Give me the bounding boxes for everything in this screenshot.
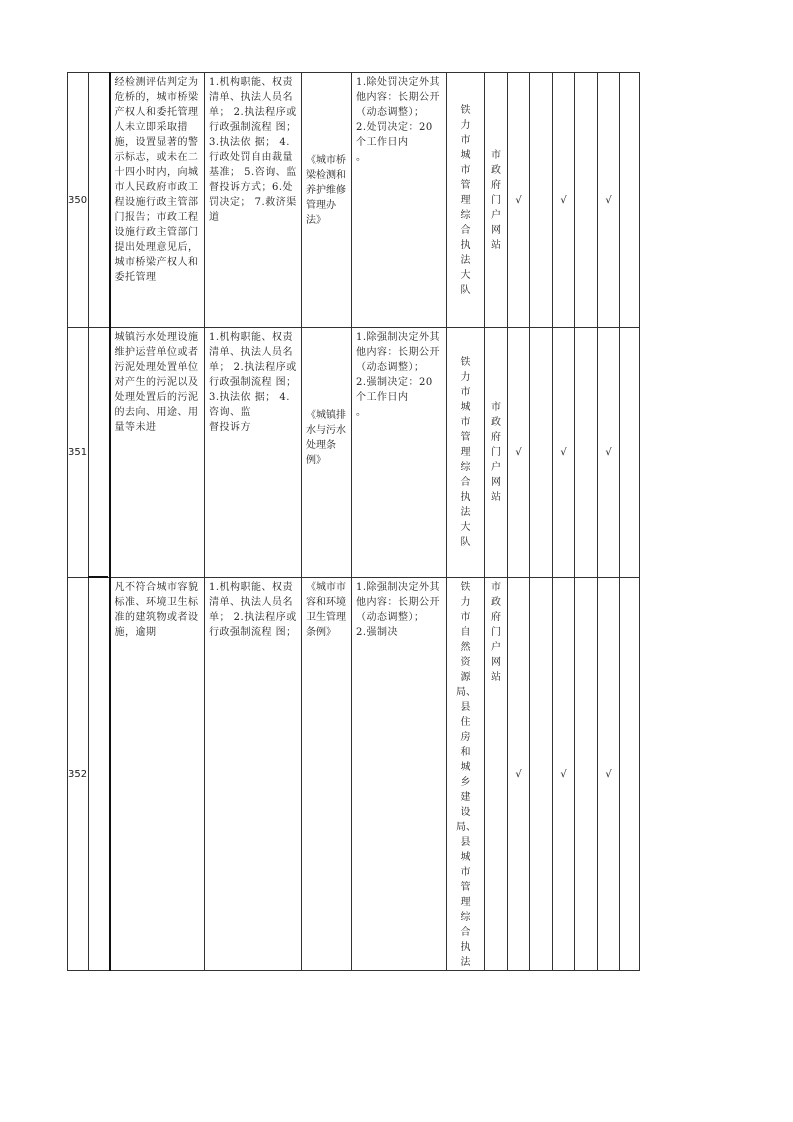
disclosure-channel: 市政府门户网站	[485, 328, 508, 578]
disclosure-subject: 铁力市城市管理综合执法大队	[447, 73, 485, 328]
check-cell: √	[598, 328, 620, 578]
check-cell: √	[508, 73, 530, 328]
check-cell: √	[553, 578, 575, 971]
spacer-cell	[89, 328, 110, 578]
disclosure-contents: 1.机构职能、权责清单、执法人员名单； 2.执法程序或行政强制流程 图；	[205, 578, 302, 971]
violation-description: 凡不符合城市容貌标准、环境卫生标准的建筑物或者设 施，逾期	[110, 578, 205, 971]
check-cell	[620, 73, 640, 328]
check-cell	[530, 578, 553, 971]
legal-basis: 《城市市容和环境卫生管理条例》	[302, 578, 352, 971]
disclosure-channel: 市政府门户网站	[485, 578, 508, 971]
check-cell	[530, 73, 553, 328]
legal-basis: 《城市桥梁检测和养护维修管理办法》	[302, 73, 352, 328]
disclosure-contents: 1.机构职能、权责清单、执法人员名单； 2.执法程序或行政强制流程 图； 3.执法依 据； 4.行政处罚自由裁量基准； 5.咨询、监督投诉方式；6.处罚决定； 7.救济渠道	[205, 73, 302, 328]
check-cell: √	[598, 578, 620, 971]
row-number: 351	[68, 328, 89, 578]
check-cell: √	[553, 73, 575, 328]
disclosure-timing: 1.除处罚决定外其他内容：长期公开 （动态调整）； 2.处罚决定：20个工作日内 。	[352, 73, 447, 328]
violation-description: 经检测评估判定为危桥的，城市桥梁产权人和委托管理人未立即采取措 施，设置显著的警示标志，或未在二十四小时内，向城市人民政府市政工程设施行政主管部门报告；市政工程设施行政主管部门提出处理意见后，城市桥梁产权人和委托管理	[110, 73, 205, 328]
spacer-cell	[89, 73, 110, 328]
disclosure-table	[67, 72, 640, 971]
disclosure-timing: 1.除强制决定外其他内容：长期公开 （动态调整）； 2.强制决定：20个工作日内 。	[352, 328, 447, 578]
table-row	[68, 328, 640, 578]
row-number: 350	[68, 73, 89, 328]
row-divider	[88, 576, 108, 578]
disclosure-channel: 市政府门户网站	[485, 73, 508, 328]
row-number: 352	[68, 578, 89, 971]
table-row	[68, 73, 640, 328]
disclosure-subject: 铁力市城市管理综合执法大队	[447, 328, 485, 578]
legal-basis: 《城镇排水与污水处理条例》	[302, 328, 352, 578]
table-row	[68, 578, 640, 971]
spacer-cell	[89, 578, 110, 971]
check-cell	[620, 578, 640, 971]
violation-description: 城镇污水处理设施维护运营单位或者污泥处理处置单位对产生的污泥以及处理处置后的污泥的去向、用途、用 量等未进	[110, 328, 205, 578]
check-cell: √	[508, 578, 530, 971]
check-cell	[575, 73, 598, 328]
disclosure-contents: 1.机构职能、权责清单、执法人员名单； 2.执法程序或行政强制流程 图； 3.执法依 据； 4.咨询、监 督投诉方	[205, 328, 302, 578]
check-cell	[575, 578, 598, 971]
check-cell: √	[508, 328, 530, 578]
check-cell	[575, 328, 598, 578]
check-cell: √	[553, 328, 575, 578]
check-cell	[530, 328, 553, 578]
check-cell	[620, 328, 640, 578]
disclosure-timing: 1.除强制决定外其他内容：长期公开 （动态调整）； 2.强制决	[352, 578, 447, 971]
check-cell: √	[598, 73, 620, 328]
disclosure-subject: 铁力市自然资源局、县住房和城乡建设局、县城市管理综合执法	[447, 578, 485, 971]
